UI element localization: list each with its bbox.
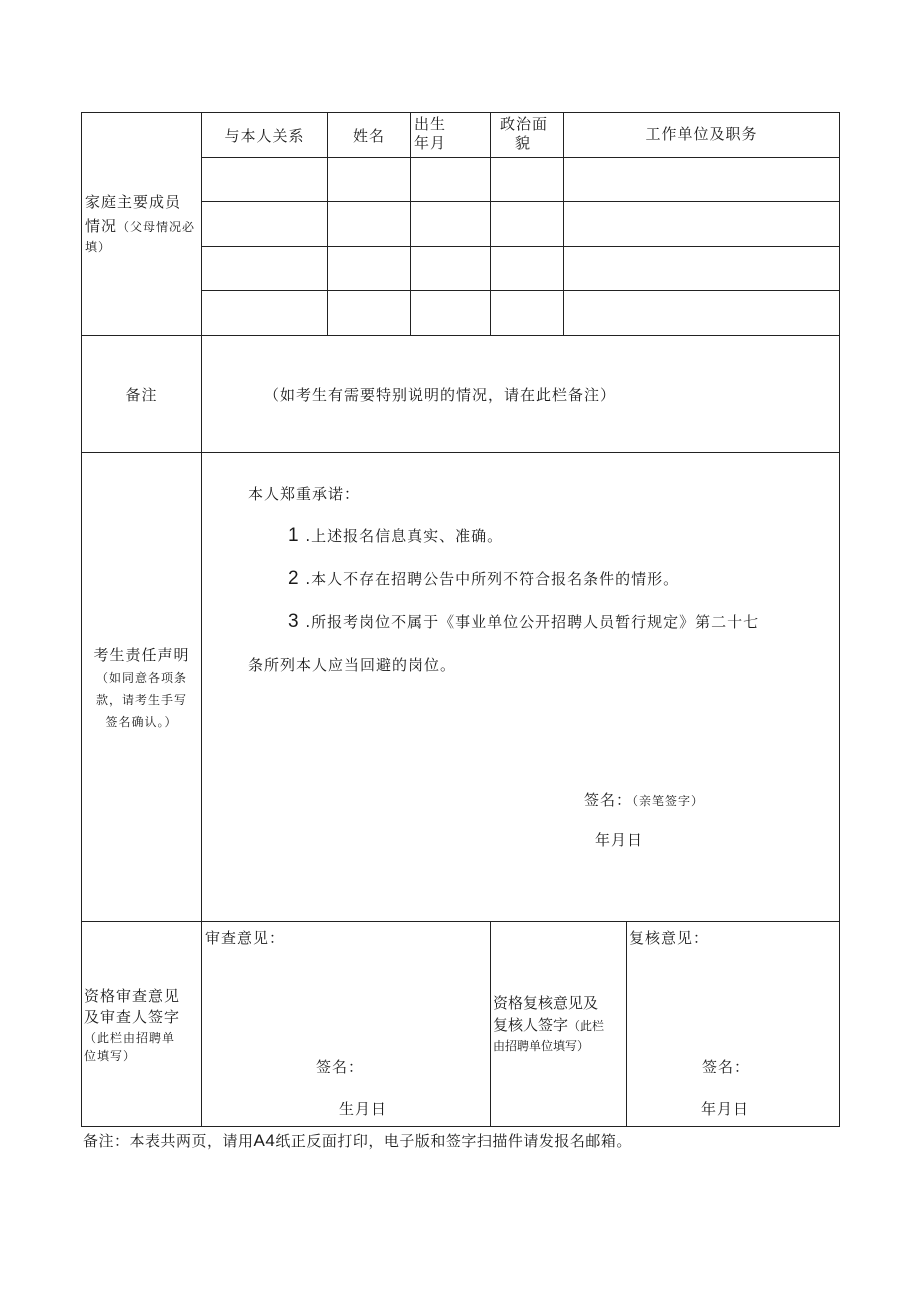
- recheck-opinion-label: 复核意见：: [629, 929, 710, 947]
- recheck-date: 年月日: [701, 1100, 750, 1118]
- review-note-1: （此栏由招聘单: [84, 1031, 176, 1045]
- header-relation: 与本人关系: [224, 127, 305, 145]
- footer-note: [83, 1131, 632, 1151]
- header-birth-1: 出生: [414, 115, 447, 133]
- declaration-sign-label: 签名：: [584, 791, 633, 809]
- family-row-line: [201, 246, 840, 247]
- family-col-line: [563, 112, 564, 335]
- header-political-2: 貌: [515, 134, 532, 152]
- recheck-label-1: 资格复核意见及: [493, 994, 599, 1012]
- declaration-continuation: 条所列本人应当回避的岗位。: [248, 656, 457, 674]
- table-border-right: [839, 112, 840, 1126]
- review-sign-label: 签名：: [316, 1058, 365, 1076]
- table-border-top: [81, 112, 840, 113]
- label-column-divider: [201, 112, 202, 1126]
- family-row-line: [201, 201, 840, 202]
- declaration-intro: 本人郑重承诺：: [248, 485, 361, 503]
- review-note-2: 位填写）: [84, 1049, 137, 1063]
- family-label-note-text: （父母情况必填）: [85, 220, 196, 254]
- footer-paper-size: A4: [253, 1131, 276, 1150]
- family-col-line: [410, 112, 411, 335]
- header-name: 姓名: [352, 127, 385, 145]
- review-col-line: [490, 921, 491, 1126]
- footer-note-prefix: 备注：本表共两页，请用: [83, 1132, 254, 1150]
- header-birth-2: 年月: [414, 134, 447, 152]
- declaration-item-num: 3: [288, 611, 300, 632]
- recheck-label-2: [493, 1015, 604, 1035]
- declaration-note-1: （如同意各项条: [95, 671, 187, 685]
- declaration-item-text: .本人不存在招聘公告中所列不符合报名条件的情形。: [305, 570, 680, 588]
- declaration-item-text: .上述报名信息真实、准确。: [305, 527, 504, 545]
- recheck-label-2-text: 复核人签字: [493, 1016, 569, 1034]
- review-opinion-label: 审查意见：: [205, 929, 286, 947]
- family-label: 家庭主要成员: [85, 193, 182, 211]
- review-label-1: 资格审查意见: [84, 987, 181, 1005]
- header-political-1: 政治面: [500, 115, 549, 133]
- section-divider-family: [81, 335, 840, 336]
- remarks-hint: （如考生有需要特别说明的情况，请在此栏备注）: [264, 386, 617, 404]
- recheck-note-inline: （此栏: [568, 1019, 605, 1033]
- declaration-note-2: 款，请考生手写: [95, 693, 187, 707]
- family-row-line: [201, 157, 840, 158]
- declaration-date: 年月日: [595, 831, 644, 849]
- declaration-signature: [584, 790, 704, 810]
- header-work: 工作单位及职务: [645, 125, 758, 143]
- family-label-note: 情况（父母情况必填）: [85, 217, 196, 254]
- declaration-item-text: .所报考岗位不属于《事业单位公开招聘人员暂行规定》第二十七: [305, 613, 760, 631]
- declaration-item-2: [288, 569, 679, 589]
- family-col-line: [490, 112, 491, 335]
- declaration-note-3: 签名确认。）: [105, 715, 178, 729]
- declaration-item-1: [288, 526, 503, 546]
- declaration-item-num: 2: [288, 568, 300, 589]
- review-label-2: 及审查人签字: [84, 1008, 181, 1026]
- declaration-sign-note: （亲笔签字）: [632, 794, 705, 808]
- table-border-bottom: [81, 1126, 840, 1127]
- declaration-item-num: 1: [288, 525, 300, 546]
- recheck-col-line: [626, 921, 627, 1126]
- section-divider-declaration: [81, 921, 840, 922]
- family-row-line: [201, 290, 840, 291]
- recheck-note-2: 由招聘单位填写）: [493, 1039, 590, 1053]
- footer-note-suffix: 纸正反面打印，电子版和签字扫描件请发报名邮箱。: [275, 1132, 632, 1150]
- section-divider-remarks: [81, 452, 840, 453]
- recheck-sign-label: 签名：: [702, 1058, 751, 1076]
- table-border-left: [81, 112, 82, 1126]
- declaration-item-3: [288, 612, 759, 632]
- remarks-label: 备注: [125, 386, 158, 404]
- declaration-label: 考生责任声明: [93, 646, 190, 664]
- review-date: 生月日: [339, 1100, 388, 1118]
